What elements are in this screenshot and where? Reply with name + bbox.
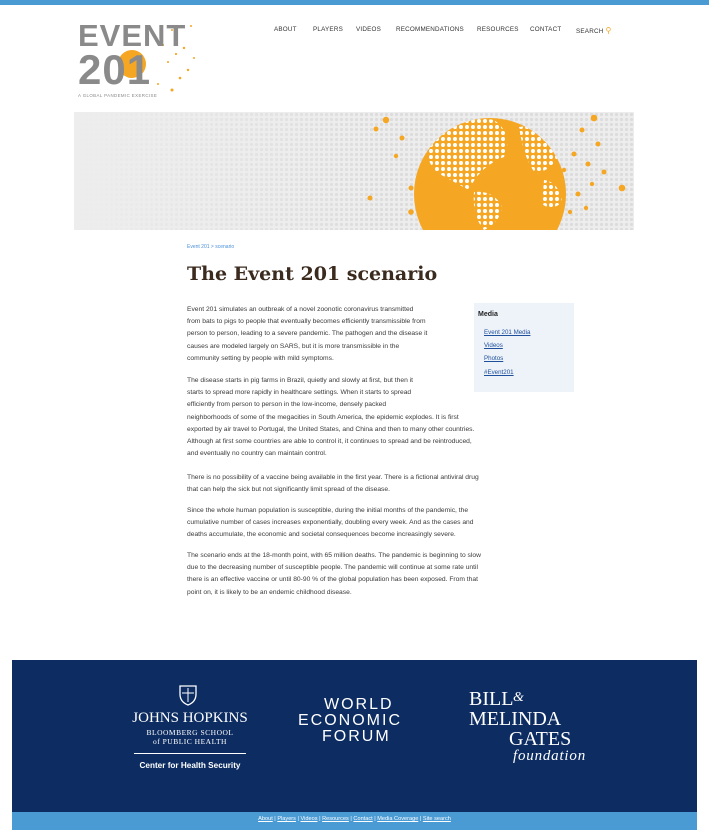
gates-ampersand: & [513,690,524,705]
text-line: efficiently from person to person in the low-income, densely packed [187,401,387,409]
footer-link-players[interactable]: Players [277,816,296,822]
johns-hopkins-logo[interactable] [120,684,260,784]
logo-event-text: EVENT [78,18,187,53]
jh-shield-icon [178,684,198,706]
paragraph-2 [187,375,474,460]
text-line: and eventually no country can maintain control. [187,450,327,458]
text-line: causes are modeled largely on SARS, but it is more transmissible in the [187,342,400,350]
text-line: deaths accumulate, the economic and societal consequences become increasingly severe. [187,531,456,539]
breadcrumb-current[interactable]: scenario [215,244,235,250]
nav-recommendations[interactable]: RECOMMENDATIONS [396,26,464,33]
text-line: Event 201 simulates an outbreak of a novel zoonotic coronavirus transmitted [187,306,414,313]
jh-center: Center for Health Security [139,761,241,770]
footer-link-about[interactable]: About [258,816,273,822]
breadcrumb-separator: > [210,244,214,250]
media-link-photos[interactable]: Photos [484,355,504,362]
paragraph-1 [187,304,427,365]
text-line: starts to spread more rapidly in healthcare settings. When it starts to spread [187,389,412,397]
text-line: community setting by people with mild symptoms. [187,354,334,362]
paragraph-3 [187,472,479,496]
page-title: The Event 201 scenario [187,263,438,285]
wef-logo[interactable] [296,696,420,756]
search-icon: ⚲ [605,26,612,35]
gates-line2: MELINDA [469,708,562,730]
text-line: The scenario ends at the 18-month point, with 65 million deaths. The pandemic is beginning to slow [187,552,481,559]
text-line: neighborhoods of some of the megacities in South America, the epidemic explodes. It is first [187,413,459,421]
footer-partners [12,660,697,812]
paragraph-4 [187,505,474,542]
text-line: The disease starts in pig farms in Brazil, quietly and slowly at first, but then it [187,377,413,384]
text-line: person to person, leading to a severe pandemic. The pathogen and the disease it [187,330,428,338]
jh-divider [134,753,246,754]
logo-tagline: A GLOBAL PANDEMIC EXERCISE [78,93,158,98]
media-link-event201-media[interactable]: Event 201 Media [484,329,531,336]
gates-line4: foundation [513,748,587,764]
hero-banner [74,112,634,230]
text-line: from bats to pigs to people that eventually becomes efficiently transmissible from [187,318,426,326]
footer-links: About | Players | Videos | Resources | Contact | Media Coverage | Site search [258,816,451,822]
top-accent-bar [0,0,709,5]
event201-logo[interactable] [76,18,216,100]
nav-players[interactable]: PLAYERS [313,26,343,33]
text-line: that can help the sick but not significantly limit spread of the disease. [187,486,390,494]
text-line: exported by air travel to Portugal, the United States, and China and then to many other countries. [187,425,475,433]
breadcrumb [187,244,234,250]
media-link-hashtag[interactable]: #Event201 [484,369,514,376]
gates-foundation-logo[interactable] [467,688,597,780]
footer-link-media-coverage[interactable]: Media Coverage [377,816,419,822]
text-line: Although at first some countries are able to control it, it continues to spread and be reintroduced, [187,438,472,446]
footer-link-resources[interactable]: Resources [322,816,349,822]
nav-resources[interactable]: RESOURCES [477,26,519,33]
footer-link-videos[interactable]: Videos [300,816,318,822]
media-link-videos[interactable]: Videos [484,342,503,349]
wef-line1: WORLD [324,696,394,713]
breadcrumb-home[interactable]: Event 201 [187,244,210,250]
footer-link-site-search[interactable]: Site search [422,816,451,822]
text-line: there is an effective vaccine or until 80-90 % of the global population has been exposed. From that [187,576,478,584]
text-line: cumulative number of cases increases exponentially, doubling every week. And as the cases and [187,519,474,527]
text-line: due to the decreasing number of susceptible people. The pandemic will continue at some rate until [187,564,478,572]
gates-line3: GATES [509,728,572,750]
nav-search-label: SEARCH [576,28,604,35]
text-line: Since the whole human population is susceptible, during the initial months of the pandemic, the [187,507,469,514]
jh-school-line1: BLOOMBERG SCHOOL [146,728,234,737]
logo-201-text: 201 [78,46,152,93]
nav-videos[interactable]: VIDEOS [356,26,381,33]
text-line: point on, it is likely to be an endemic childhood disease. [187,588,352,596]
nav-search[interactable] [576,26,612,35]
nav-about[interactable]: ABOUT [274,26,297,33]
footer-link-contact[interactable]: Contact [353,816,373,822]
media-title: Media [478,311,498,318]
paragraph-5 [187,550,481,599]
nav-contact[interactable]: CONTACT [530,26,562,33]
wef-line2: ECONOMIC [298,712,402,729]
globe-dots-graphic [74,112,634,230]
wef-line3: FORUM [322,728,391,745]
text-line: There is no possibility of a vaccine being available in the first year. There is a fictional antiviral drug [187,474,479,481]
jh-school-line2: of PUBLIC HEALTH [153,737,227,746]
gates-line1: BILL [469,688,514,710]
jh-name: JOHNS HOPKINS [132,710,248,726]
